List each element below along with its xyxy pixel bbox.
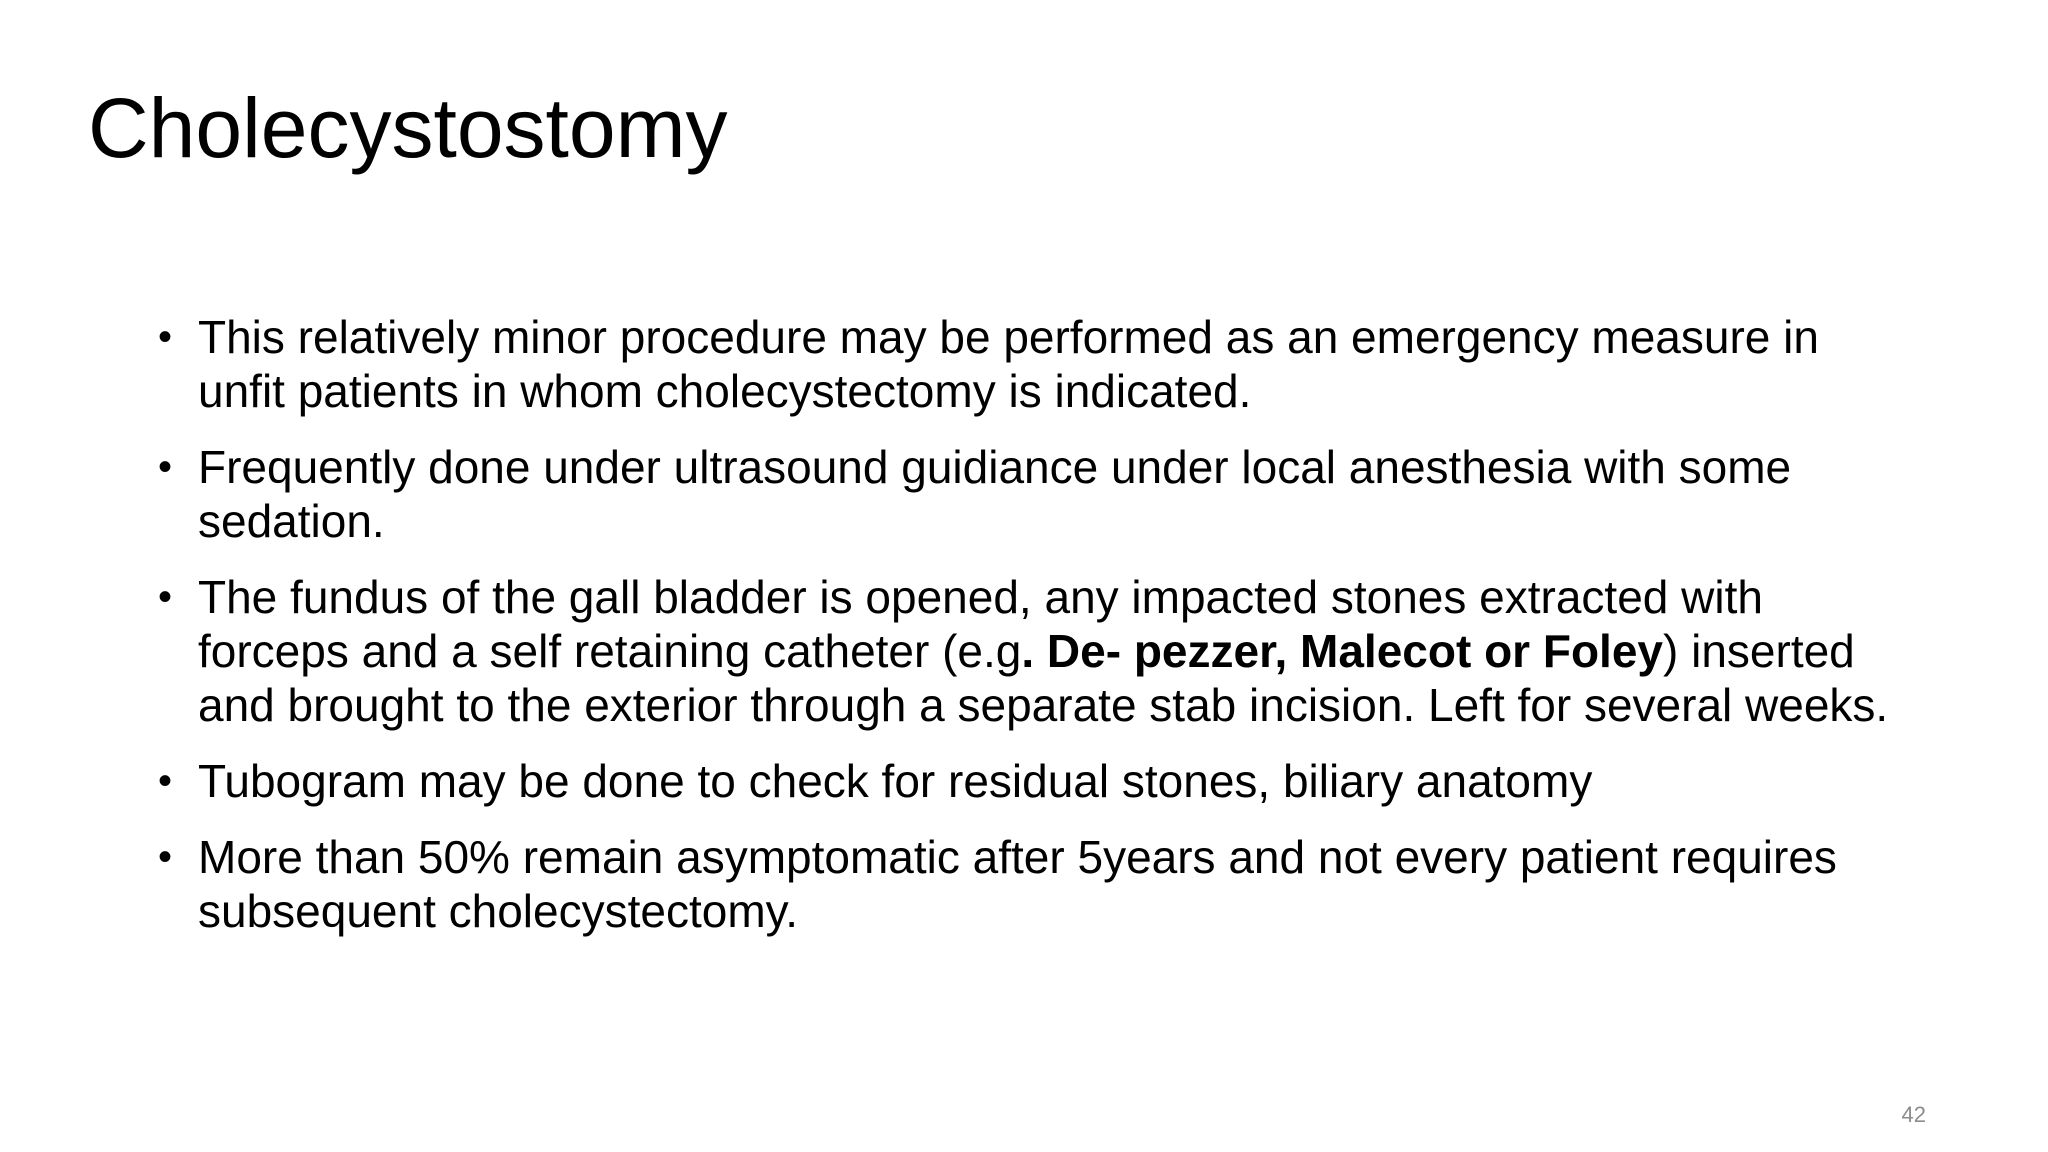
bullet-text: Tubogram may be done to check for residual stones, biliary anatomy xyxy=(198,755,1593,807)
bullet-text-space xyxy=(1530,625,1543,677)
bullet-list xyxy=(150,310,1910,960)
bullet-icon: • xyxy=(158,315,173,359)
slide-title: Cholecystostomy xyxy=(88,81,728,175)
bullet-icon: • xyxy=(158,759,173,803)
bullet-icon: • xyxy=(158,575,173,619)
bullet-item xyxy=(150,570,1910,732)
bullet-icon: • xyxy=(158,445,173,489)
page-number: 42 xyxy=(1901,1102,1926,1127)
bullet-text: More than 50% remain asymptomatic after 5years and not every patient requires subsequent cholecystectomy. xyxy=(198,831,1837,937)
bullet-text-regular: The fundus of the gall bladder is opened, any impacted stones extracted with forceps and a self retaining catheter (e.g xyxy=(198,571,1763,677)
bullet-text-bold: . De- pezzer, Malecot or xyxy=(1021,625,1531,677)
bullet-text: Frequently done under ultrasound guidiance under local anesthesia with some sedation. xyxy=(198,441,1792,547)
bullet-item xyxy=(150,310,1910,418)
bullet-item xyxy=(150,754,1910,808)
bullet-text xyxy=(198,571,1888,731)
bullet-item xyxy=(150,440,1910,548)
bullet-text: This relatively minor procedure may be performed as an emergency measure in unfit patients in whom cholecystectomy is indicated. xyxy=(198,311,1819,417)
bullet-text-regular: ) inserted and brought to the exterior through a separate stab incision. Left for several weeks. xyxy=(198,625,1889,731)
bullet-item xyxy=(150,830,1910,938)
bullet-text-bold: Foley xyxy=(1542,625,1664,677)
bullet-icon: • xyxy=(158,835,173,879)
